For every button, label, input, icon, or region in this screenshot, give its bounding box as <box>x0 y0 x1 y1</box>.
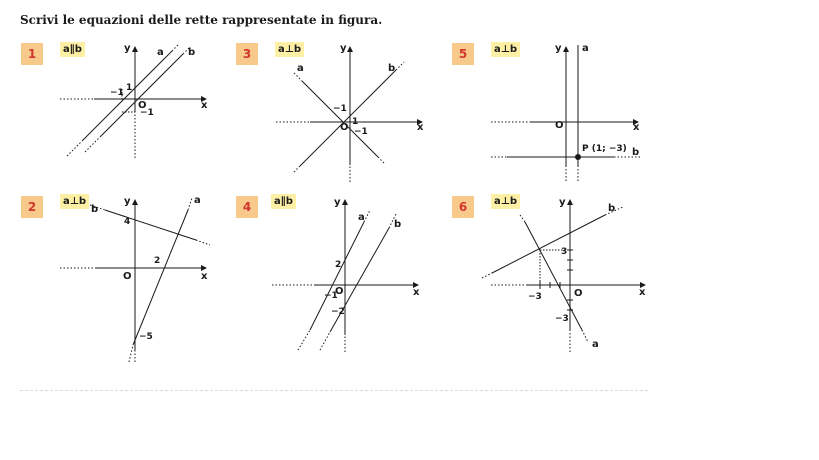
exercise-number-3: 3 <box>236 43 258 65</box>
line-a-dashed-start-3 <box>294 73 302 81</box>
condition-tag-2: a⊥b <box>60 194 89 209</box>
page-title: Scrivi le equazioni delle rette rappresentate in figura. <box>20 13 383 27</box>
line-a-dashed-end-6 <box>582 330 588 342</box>
line-b-3 <box>300 70 396 166</box>
graph-exercise-5 <box>491 45 640 181</box>
tick-label-4-y-2: 4 <box>124 217 131 227</box>
origin-label-1: O <box>138 100 147 111</box>
tick-label-2-y-4: 2 <box>335 260 342 270</box>
line-a-dashed-end-3 <box>378 157 384 163</box>
line-b-6 <box>492 215 605 273</box>
tick-label-neg1-x-4: −1 <box>324 291 338 301</box>
x-axis-label-2: x <box>201 271 208 282</box>
line-a-label-1: a <box>157 47 164 58</box>
origin-label-6: O <box>574 288 583 299</box>
exercise-number-4: 4 <box>236 196 258 218</box>
graph-exercise-1 <box>60 45 206 158</box>
line-a-label-6: a <box>592 339 599 350</box>
graph-exercise-2 <box>60 198 210 362</box>
line-b-label-6: b <box>608 203 616 214</box>
y-axis-label-3: y <box>340 43 347 54</box>
y-axis-label-5: y <box>555 43 562 54</box>
tick-label-3-y-6: 3 <box>561 247 568 257</box>
line-a-1 <box>82 51 172 141</box>
origin-label-5: O <box>555 120 564 131</box>
line-a-label-2: a <box>194 195 201 206</box>
graph-exercise-6 <box>482 200 645 352</box>
line-b-dashed-start-3 <box>294 166 300 172</box>
line-a-label-3: a <box>297 63 304 74</box>
exercise-number-6: 6 <box>452 196 474 218</box>
x-axis-label-6: x <box>639 287 646 298</box>
y-axis-label-6: y <box>559 197 566 208</box>
x-axis-label-3: x <box>417 122 424 133</box>
line-a-dashed-start-2 <box>129 345 133 362</box>
line-a-label-4: a <box>358 212 365 223</box>
line-a-dashed-end-1 <box>172 45 178 51</box>
condition-tag-6: a⊥b <box>491 194 520 209</box>
line-b-label-5: b <box>632 147 640 158</box>
tick-label-neg3-x-6: −3 <box>528 292 542 302</box>
section-divider <box>20 390 648 391</box>
x-axis-label-5: x <box>633 122 640 133</box>
line-b-dashed-end-2 <box>196 240 210 245</box>
line-a-2 <box>133 210 188 345</box>
line-a-dashed-end-4 <box>364 210 370 222</box>
condition-tag-3: a⊥b <box>275 42 304 57</box>
tick-label-neg3-y-6: −3 <box>555 314 569 324</box>
y-axis-label-1: y <box>124 43 131 54</box>
tick-label-neg1-y-1: −1 <box>140 108 154 118</box>
line-a-dashed-end-2 <box>188 198 192 210</box>
line-b-label-4: b <box>394 219 402 230</box>
x-axis-label-1: x <box>201 100 208 111</box>
line-b-label-3: b <box>388 63 396 74</box>
line-a-dashed-start-1 <box>67 141 82 156</box>
line-b-label-1: b <box>188 47 196 58</box>
tick-label-1-x-3: 1 <box>352 117 359 127</box>
exercise-number-1: 1 <box>21 43 43 65</box>
tick-label-neg1-x-3: −1 <box>354 127 368 137</box>
line-b-label-2: b <box>91 204 99 215</box>
exercise-number-5: 5 <box>452 43 474 65</box>
condition-tag-1: a∥b <box>60 42 85 57</box>
origin-label-3: O <box>340 122 349 133</box>
origin-label-2: O <box>123 271 132 282</box>
line-b-dashed-start-1 <box>85 137 100 152</box>
line-b-dashed-start-6 <box>482 273 492 278</box>
line-a-6 <box>525 222 582 330</box>
tick-label-neg1-y-3: −1 <box>333 104 347 114</box>
point-p-label-5: P (1; −3) <box>582 144 627 154</box>
tick-label-2-x-2: 2 <box>154 256 161 266</box>
tick-label-neg1-x-1: −1 <box>110 88 124 98</box>
point-p-5 <box>575 154 581 160</box>
line-a-dashed-start-4 <box>298 330 310 350</box>
line-a-3 <box>302 81 378 157</box>
exercise-number-2: 2 <box>21 196 43 218</box>
condition-tag-5: a⊥b <box>491 42 520 57</box>
line-a-label-5: a <box>582 43 589 54</box>
y-axis-label-2: y <box>124 196 131 207</box>
tick-label-1-y-1: 1 <box>126 83 133 93</box>
x-axis-label-4: x <box>413 287 420 298</box>
line-a-dashed-start-6 <box>520 215 525 222</box>
origin-label-4: O <box>335 286 344 297</box>
line-b-dashed-end-3 <box>396 62 404 70</box>
line-b-dashed-start-4 <box>320 332 330 350</box>
condition-tag-4: a∥b <box>271 194 296 209</box>
tick-label-neg2-y-4: −2 <box>331 307 345 317</box>
tick-label-neg5-y-2: −5 <box>139 332 153 342</box>
y-axis-label-4: y <box>334 197 341 208</box>
